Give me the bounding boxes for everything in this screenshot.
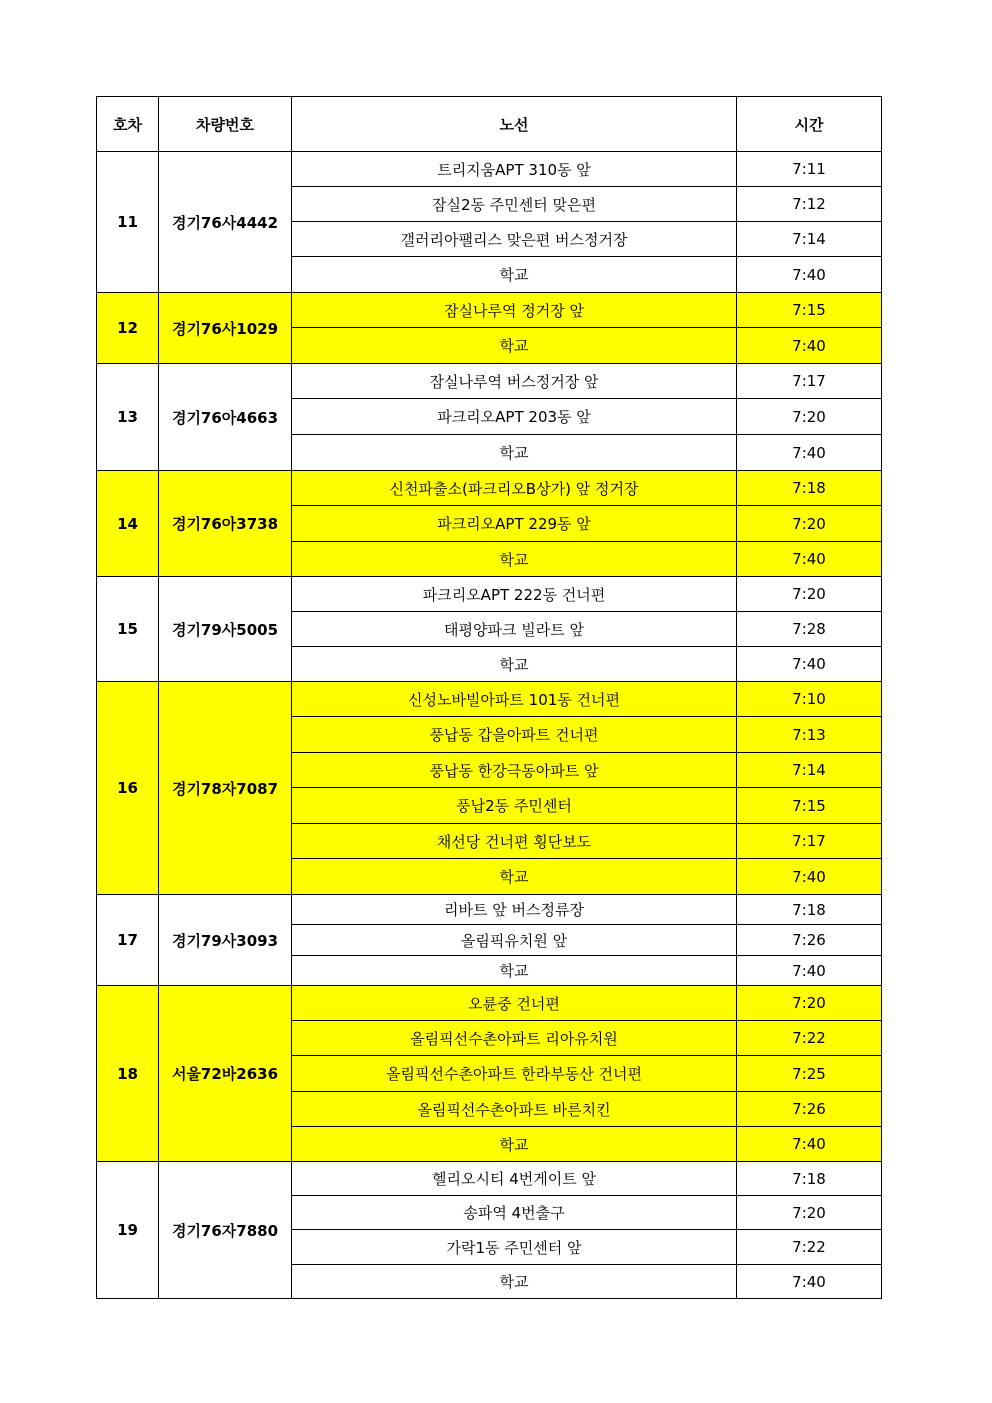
vehicle-plate: 경기76아4663: [159, 364, 292, 471]
stop-time: 7:20: [737, 399, 882, 435]
stop-time: 7:15: [737, 788, 882, 824]
stop-time: 7:13: [737, 717, 882, 753]
route-stop: 학교: [292, 647, 737, 682]
stop-time: 7:25: [737, 1056, 882, 1092]
table-row: [97, 471, 882, 506]
stop-time: 7:40: [737, 328, 882, 364]
table-row: [97, 1162, 882, 1196]
vehicle-plate: 서울72바2636: [159, 986, 292, 1162]
stop-time: 7:20: [737, 577, 882, 612]
stop-time: 7:11: [737, 152, 882, 187]
stop-time: 7:18: [737, 471, 882, 506]
route-stop: 올림픽유치원 앞: [292, 925, 737, 956]
stop-time: 7:17: [737, 824, 882, 859]
route-stop: 학교: [292, 956, 737, 986]
stop-time: 7:22: [737, 1021, 882, 1056]
table-row: [97, 682, 882, 717]
route-stop: 갤러리아팰리스 맞은편 버스정거장: [292, 222, 737, 257]
stop-time: 7:40: [737, 1127, 882, 1162]
route-stop: 풍납2동 주민센터: [292, 788, 737, 824]
route-stop: 리바트 앞 버스정류장: [292, 895, 737, 925]
route-stop: 파크리오APT 229동 앞: [292, 506, 737, 542]
table-row: [97, 895, 882, 925]
vehicle-plate: 경기79사3093: [159, 895, 292, 986]
stop-time: 7:20: [737, 506, 882, 542]
header-plate: 차량번호: [159, 97, 292, 152]
route-stop: 학교: [292, 328, 737, 364]
stop-time: 7:40: [737, 859, 882, 895]
route-stop: 가락1동 주민센터 앞: [292, 1230, 737, 1265]
route-stop: 학교: [292, 1127, 737, 1162]
vehicle-plate: 경기78자7087: [159, 682, 292, 895]
stop-time: 7:12: [737, 187, 882, 222]
route-stop: 학교: [292, 435, 737, 471]
route-stop: 올림픽선수촌아파트 한라부동산 건너편: [292, 1056, 737, 1092]
route-stop: 잠실나루역 버스정거장 앞: [292, 364, 737, 399]
vehicle-plate: 경기76사4442: [159, 152, 292, 293]
vehicle-plate: 경기76자7880: [159, 1162, 292, 1299]
route-stop: 풍납동 갑을아파트 건너편: [292, 717, 737, 753]
bus-number: 15: [97, 577, 159, 682]
route-stop: 학교: [292, 257, 737, 293]
vehicle-plate: 경기76아3738: [159, 471, 292, 577]
stop-time: 7:14: [737, 222, 882, 257]
bus-number: 17: [97, 895, 159, 986]
stop-time: 7:40: [737, 257, 882, 293]
stop-time: 7:20: [737, 986, 882, 1021]
stop-time: 7:40: [737, 542, 882, 577]
route-stop: 헬리오시티 4번게이트 앞: [292, 1162, 737, 1196]
stop-time: 7:14: [737, 753, 882, 788]
table-row: [97, 293, 882, 328]
bus-number: 18: [97, 986, 159, 1162]
route-stop: 신천파출소(파크리오B상가) 앞 정거장: [292, 471, 737, 506]
vehicle-plate: 경기79사5005: [159, 577, 292, 682]
route-stop: 신성노바빌아파트 101동 건너편: [292, 682, 737, 717]
table-row: [97, 577, 882, 612]
route-stop: 학교: [292, 542, 737, 577]
table-row: [97, 152, 882, 187]
table-row: [97, 986, 882, 1021]
route-stop: 트리지움APT 310동 앞: [292, 152, 737, 187]
route-stop: 파크리오APT 203동 앞: [292, 399, 737, 435]
bus-number: 13: [97, 364, 159, 471]
stop-time: 7:40: [737, 1265, 882, 1299]
route-stop: 오륜중 건너편: [292, 986, 737, 1021]
route-stop: 채선당 건너편 횡단보도: [292, 824, 737, 859]
bus-schedule-table: [96, 96, 882, 1299]
stop-time: 7:17: [737, 364, 882, 399]
schedule-body: [97, 152, 882, 1299]
stop-time: 7:40: [737, 956, 882, 986]
header-row: [97, 97, 882, 152]
route-stop: 학교: [292, 859, 737, 895]
stop-time: 7:22: [737, 1230, 882, 1265]
stop-time: 7:26: [737, 925, 882, 956]
stop-time: 7:18: [737, 895, 882, 925]
header-time: 시간: [737, 97, 882, 152]
route-stop: 올림픽선수촌아파트 바른치킨: [292, 1092, 737, 1127]
route-stop: 학교: [292, 1265, 737, 1299]
route-stop: 올림픽선수촌아파트 리아유치원: [292, 1021, 737, 1056]
bus-number: 12: [97, 293, 159, 364]
route-stop: 잠실나루역 정거장 앞: [292, 293, 737, 328]
bus-number: 19: [97, 1162, 159, 1299]
table-row: [97, 364, 882, 399]
bus-number: 16: [97, 682, 159, 895]
stop-time: 7:18: [737, 1162, 882, 1196]
bus-number: 11: [97, 152, 159, 293]
route-stop: 태평양파크 빌라트 앞: [292, 612, 737, 647]
stop-time: 7:40: [737, 647, 882, 682]
route-stop: 풍납동 한강극동아파트 앞: [292, 753, 737, 788]
header-route: 노선: [292, 97, 737, 152]
route-stop: 잠실2동 주민센터 맞은편: [292, 187, 737, 222]
stop-time: 7:10: [737, 682, 882, 717]
stop-time: 7:40: [737, 435, 882, 471]
header-bus: 호차: [97, 97, 159, 152]
route-stop: 파크리오APT 222동 건너편: [292, 577, 737, 612]
stop-time: 7:15: [737, 293, 882, 328]
stop-time: 7:20: [737, 1196, 882, 1230]
stop-time: 7:28: [737, 612, 882, 647]
stop-time: 7:26: [737, 1092, 882, 1127]
vehicle-plate: 경기76사1029: [159, 293, 292, 364]
bus-number: 14: [97, 471, 159, 577]
route-stop: 송파역 4번출구: [292, 1196, 737, 1230]
